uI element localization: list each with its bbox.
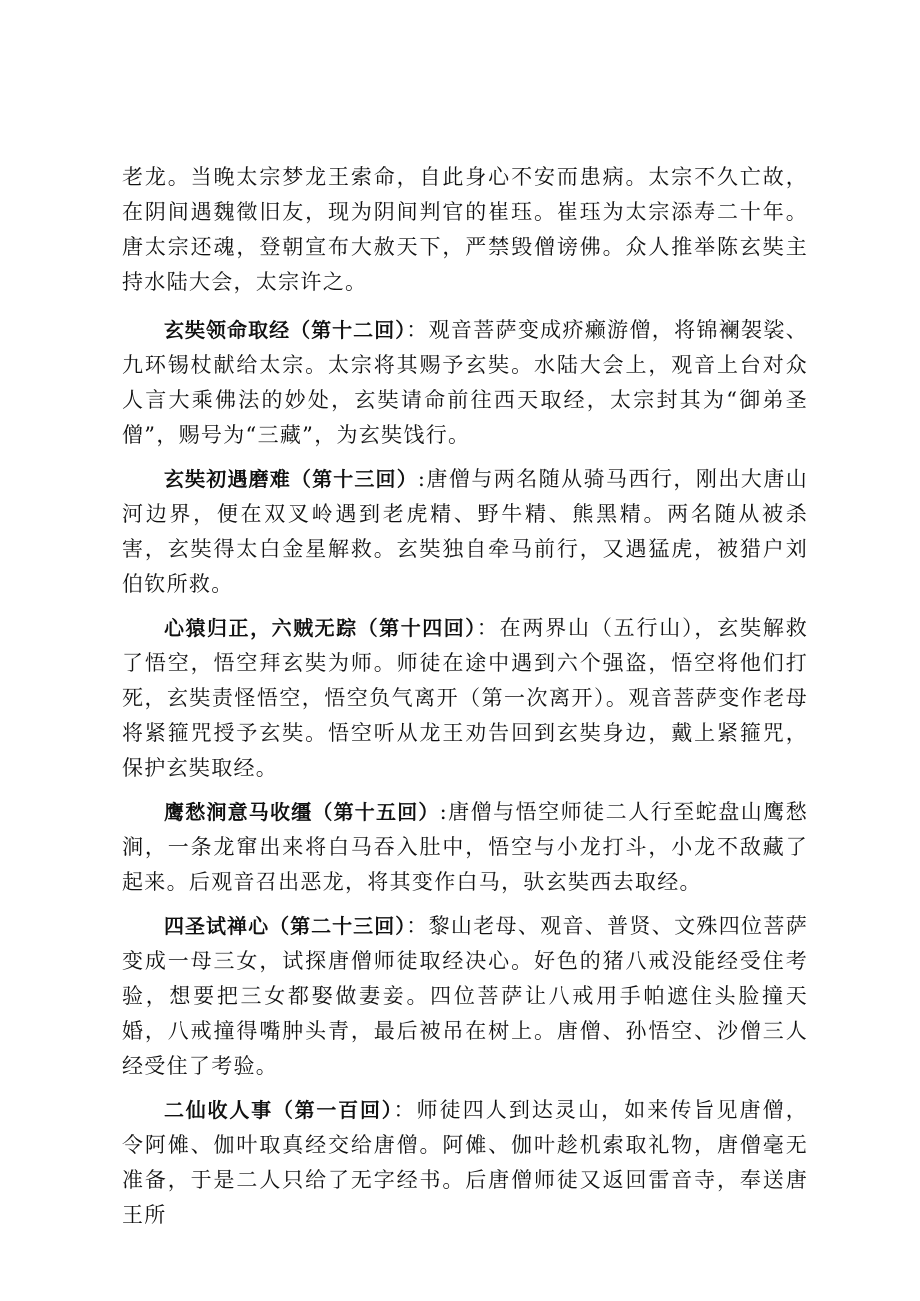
paragraph-chapter-100: [122, 1093, 808, 1233]
paragraph-heading: 二仙收人事（第一百回）: [164, 1098, 394, 1122]
paragraph-chapter-13: [122, 462, 808, 602]
paragraph-text: ：黎山老母、观音、普贤、文殊四位菩萨变成一母三女，试探唐僧师徒取经决心。好色的猪八戒没能经受住考验，想要把三女都娶做妻妾。四位菩萨让八戒用手帕遮住头脸撞天婚，八戒撞得嘴肿头青，最后被吊在树上。唐僧、孙悟空、沙僧三人经受住了考验。: [122, 914, 808, 1078]
paragraph-heading: 鹰愁涧意马收缰（第十五回）: [164, 800, 440, 824]
document-body: [122, 160, 808, 1242]
paragraph-heading: 心猿归正，六贼无踪（第十四回）: [164, 616, 477, 640]
paragraph-continuation: [122, 160, 808, 300]
paragraph-text: ：观音菩萨变成疥癞游僧，将锦襕袈裟、九环锡杖献给太宗。太宗将其赐予玄奘。水陆大会上，观音上台对众人言大乘佛法的妙处，玄奘请命前往西天取经，太宗封其为“御弟圣僧”，赐号为“三藏”，为玄奘饯行。: [122, 318, 808, 447]
paragraph-text: 老龙。当晚太宗梦龙王索命，自此身心不安而患病。太宗不久亡故，在阴间遇魏徵旧友，现为阴间判官的崔珏。崔珏为太宗添寿二十年。唐太宗还魂，登朝宣布大赦天下，严禁毁僧谤佛。众人推举陈玄奘主持水陆大会，太宗许之。: [122, 165, 808, 294]
paragraph-text: ：在两界山（五行山），玄奘解救了悟空，悟空拜玄奘为师。师徒在途中遇到六个强盗，悟空将他们打死，玄奘责怪悟空，悟空负气离开（第一次离开）。观音菩萨变作老母将紧箍咒授予玄奘。悟空听从龙王劝告回到玄奘身边，戴上紧箍咒，保护玄奘取经。: [122, 616, 809, 780]
paragraph-chapter-23: [122, 909, 808, 1084]
paragraph-chapter-12: [122, 313, 808, 453]
paragraph-heading: 玄奘初遇磨难（第十三回）: [164, 467, 418, 491]
paragraph-chapter-15: [122, 795, 808, 900]
paragraph-heading: 玄奘领命取经（第十二回）: [164, 318, 407, 342]
paragraph-text: :唐僧与两名随从骑马西行，刚出大唐山河边界，便在双叉岭遇到老虎精、野牛精、熊黑精。两名随从被杀害，玄奘得太白金星解救。玄奘独自牵马前行，又遇猛虎，被猎户刘伯钦所救。: [122, 467, 808, 596]
paragraph-text: ：师徒四人到达灵山，如来传旨见唐僧，令阿傩、伽叶取真经交给唐僧。阿傩、伽叶趁机索取礼物，唐僧毫无准备，于是二人只给了无字经书。后唐僧师徒又返回雷音寺，奉送唐王所: [122, 1098, 808, 1227]
paragraph-text: :唐僧与悟空师徒二人行至蛇盘山鹰愁涧，一条龙窜出来将白马吞入肚中，悟空与小龙打斗，小龙不敌藏了起来。后观音召出恶龙，将其变作白马，驮玄奘西去取经。: [122, 800, 808, 894]
paragraph-heading: 四圣试禅心（第二十三回）: [164, 914, 407, 938]
paragraph-chapter-14: [122, 611, 808, 786]
